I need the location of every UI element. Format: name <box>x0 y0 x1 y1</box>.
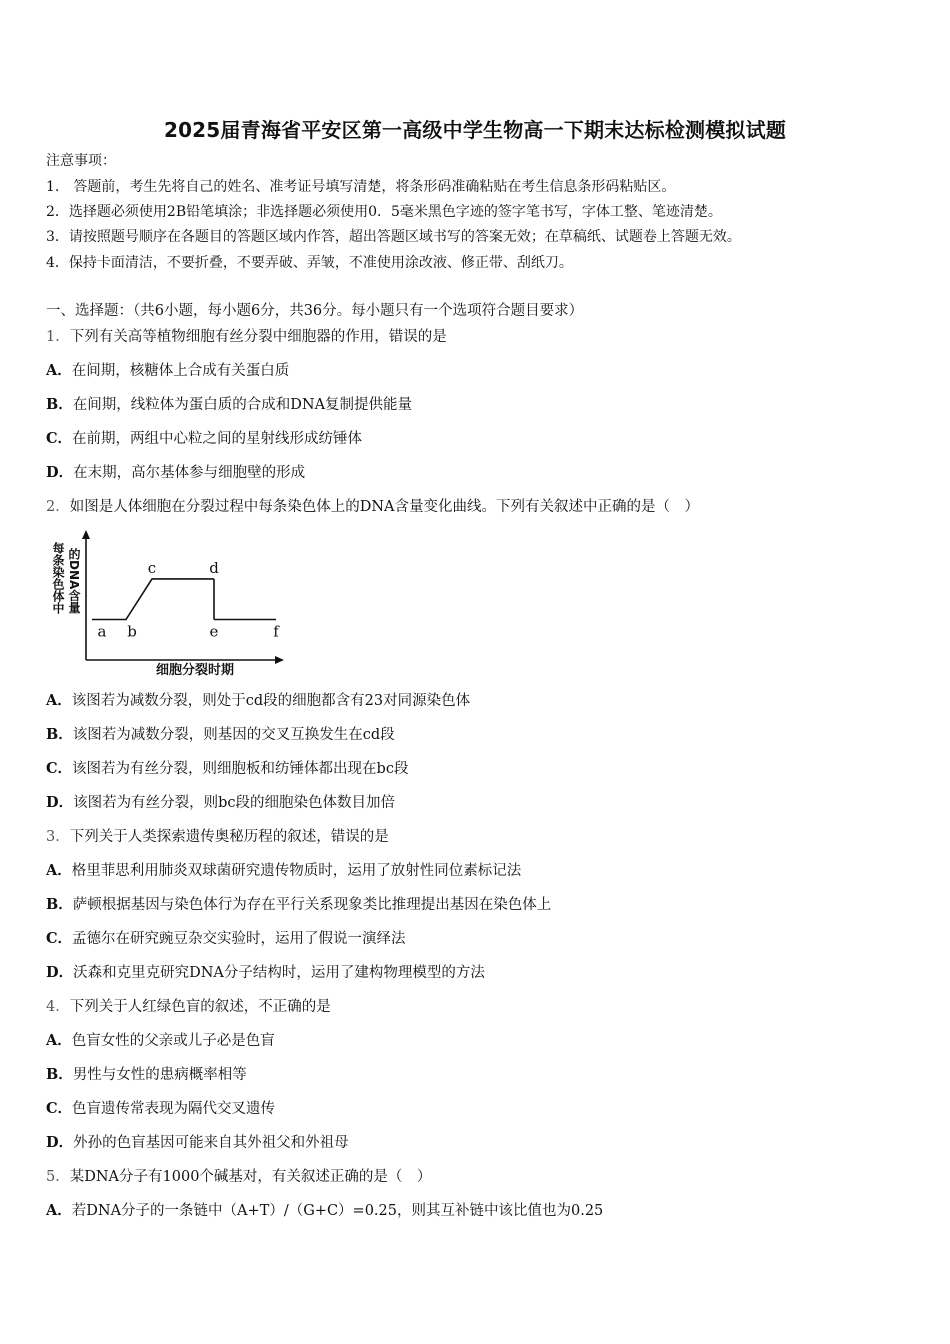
question-4-option-c: C．色盲遗传常表现为隔代交叉遗传 <box>46 1100 276 1117</box>
question-3-option-a: A．格里菲思利用肺炎双球菌研究遗传物质时，运用了放射性同位素标记法 <box>46 862 522 879</box>
question-4-option-b: B．男性与女性的患病概率相等 <box>46 1066 247 1083</box>
question-4-option-d: D．外孙的色盲基因可能来自其外祖父和外祖母 <box>46 1134 349 1151</box>
question-3-option-d: D．沃森和克里克研究DNA分子结构时，运用了建构物理模型的方法 <box>46 964 485 981</box>
question-1-stem <box>46 328 447 346</box>
y-axis-arrow <box>82 530 90 539</box>
question-2-option-c: C．该图若为有丝分裂，则细胞板和纺锤体都出现在bc段 <box>46 760 409 777</box>
question-2-option-d: D．该图若为有丝分裂，则bc段的细胞染色体数目加倍 <box>46 794 395 811</box>
x-axis-arrow <box>275 656 284 664</box>
question-1-option-d: D．在末期，高尔基体参与细胞壁的形成 <box>46 464 306 481</box>
y-axis-label-right: 的DNA含量 <box>67 548 81 614</box>
point-label-f: f <box>273 622 279 641</box>
question-2-option-b: B．该图若为减数分裂，则基因的交叉互换发生在cd段 <box>46 726 395 743</box>
question-4-option-a: A．色盲女性的父亲或儿子必是色盲 <box>46 1032 275 1049</box>
notice-item-1: 1. 答题前，考生先将自己的姓名、准考证号填写清楚，将条形码准确粘贴在考生信息条形码粘贴区。 <box>46 179 676 195</box>
question-2-option-a: A．该图若为减数分裂，则处于cd段的细胞都含有23对同源染色体 <box>46 692 471 709</box>
question-number: 5． <box>46 1169 70 1185</box>
point-label-d: d <box>209 558 219 577</box>
question-number: 3． <box>46 829 70 845</box>
question-text: 某DNA分子有1000个碱基对，有关叙述正确的是（ ） <box>69 1169 432 1185</box>
question-5-option-a: A．若DNA分子的一条链中（A+T）/（G+C）=0.25，则其互补链中该比值也为0.25 <box>46 1202 604 1219</box>
question-text: 下列关于人红绿色盲的叙述，不正确的是 <box>69 999 331 1015</box>
question-5-stem <box>46 1168 431 1186</box>
question-3-option-b: B．萨顿根据基因与染色体行为存在平行关系现象类比推理提出基因在染色体上 <box>46 896 552 913</box>
notice-item-4: 4．保持卡面清洁，不要折叠，不要弄破、弄皱，不准使用涂改液、修正带、刮纸刀。 <box>46 255 573 271</box>
question-number: 2． <box>46 499 70 515</box>
dna-curve <box>92 579 214 620</box>
question-3-stem <box>46 828 389 846</box>
question-2-stem <box>46 498 699 516</box>
x-axis-label: 细胞分裂时期 <box>156 663 235 678</box>
question-number: 1． <box>46 329 70 345</box>
section-heading: 一、选择题：（共6小题，每小题6分，共36分。每小题只有一个选项符合题目要求） <box>46 303 584 319</box>
notice-item-2: 2．选择题必须使用2B铅笔填涂；非选择题必须使用0．5毫米黑色字迹的签字笔书写，字体工整、笔迹清楚。 <box>46 204 722 220</box>
page-title: 2025届青海省平安区第一高级中学生物高一下期末达标检测模拟试题 <box>163 118 787 142</box>
question-1-option-c: C．在前期，两组中心粒之间的星射线形成纺锤体 <box>46 430 363 447</box>
point-label-e: e <box>209 622 219 641</box>
question-4-stem <box>46 998 331 1016</box>
question-text: 下列有关高等植物细胞有丝分裂中细胞器的作用，错误的是 <box>69 329 447 345</box>
notice-item-3: 3．请按照题号顺序在各题目的答题区域内作答，超出答题区域书写的答案无效；在草稿纸、试题卷上答题无效。 <box>46 229 741 245</box>
question-1-option-a: A．在间期，核糖体上合成有关蛋白质 <box>46 362 290 379</box>
notice-heading: 注意事项： <box>46 153 116 169</box>
question-text: 下列关于人类探索遗传奥秘历程的叙述，错误的是 <box>69 829 389 845</box>
question-3-option-c: C．孟德尔在研究豌豆杂交实验时，运用了假说一演绎法 <box>46 930 406 947</box>
question-number: 4． <box>46 999 70 1015</box>
y-axis-label-left: 每条染色体中 <box>51 542 65 614</box>
point-labels <box>98 559 281 641</box>
point-label-c: c <box>147 558 157 577</box>
question-text: 如图是人体细胞在分裂过程中每条染色体上的DNA含量变化曲线。下列有关叙述中正确的是（ ） <box>69 499 700 515</box>
dna-content-chart <box>44 528 289 678</box>
question-1-option-b: B．在间期，线粒体为蛋白质的合成和DNA复制提供能量 <box>46 396 413 413</box>
point-label-a: a <box>97 622 107 641</box>
point-label-b: b <box>127 622 137 641</box>
